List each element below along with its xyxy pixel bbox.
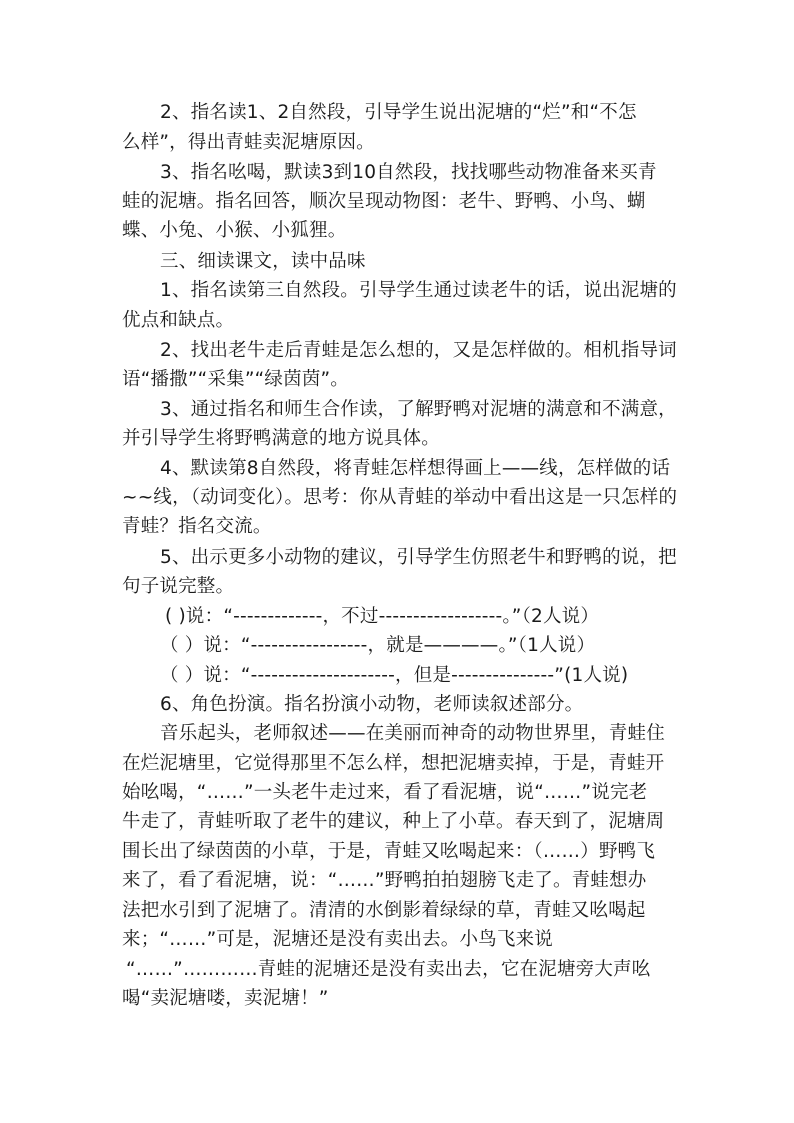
text-line-14: ~~线，（动词变化）。思考：你从青蛙的举动中看出这是一只怎样的 (122, 487, 678, 508)
text-line-8: 优点和缺点。 (122, 310, 235, 331)
text-line-3: 3、指名吆喝，默读3到10自然段，找找哪些动物准备来买青 (160, 162, 657, 183)
text-line-23: 在烂泥塘里，它觉得那里不怎么样，想把泥塘卖掉，于是，青蛙开 (122, 753, 665, 774)
text-line-15: 青蛙？指名交流。 (122, 516, 272, 537)
text-line-1: 2、指名读1、2自然段，引导学生说出泥塘的“烂”和“不怎 (160, 102, 637, 123)
text-line-10: 语“播撒”“采集”“绿茵茵”。 (122, 369, 350, 390)
text-line-7: 1、指名读第三自然段。引导学生通过读老牛的话，说出泥塘的 (160, 280, 677, 301)
text-line-17: 句子说完整。 (122, 576, 235, 597)
text-line-29: 来；“……”可是，泥塘还是没有卖出去。小鸟飞来说 (122, 929, 553, 950)
text-line-2: 么样”，得出青蛙卖泥塘原因。 (122, 132, 375, 153)
text-line-5: 蝶、小兔、小猴、小狐狸。 (122, 220, 347, 241)
text-line-27: 来了，看了看泥塘，说：“……”野鸭拍拍翅膀飞走了。青蛙想办 (122, 870, 647, 891)
text-line-12: 并引导学生将野鸭满意的地方说具体。 (122, 428, 440, 449)
text-line-24: 始吆喝，“……”一头老牛走过来，看了看泥塘，说“……”说完老 (122, 782, 648, 803)
text-line-30: “……”…………青蛙的泥塘还是没有卖出去，它在泥塘旁大声吆 (126, 959, 651, 980)
text-line-13: 4、默读第8自然段，将青蛙怎样想得画上——线，怎样做的话 (160, 458, 671, 479)
section-heading: 三、细读课文，读中品味 (160, 251, 366, 272)
text-line-31: 喝“卖泥塘喽，卖泥塘！” (122, 988, 329, 1009)
text-line-28: 法把水引到了泥塘了。清清的水倒影着绿绿的草，青蛙又吆喝起 (122, 900, 646, 921)
fill-blank-line-2: （ ）说：“-----------------，就是————。”（1人说） (160, 635, 596, 656)
text-line-11: 3、通过指名和师生合作读，了解野鸭对泥塘的满意和不满意， (160, 399, 677, 420)
text-line-4: 蛙的泥塘。指名回答，顺次呈现动物图：老牛、野鸭、小鸟、蝴 (122, 191, 646, 212)
text-line-21: 6、角色扮演。指名扮演小动物，老师读叙述部分。 (160, 694, 584, 715)
text-line-25: 牛走了，青蛙听取了老牛的建议，种上了小草。春天到了，泥塘周 (122, 811, 665, 832)
text-line-16: 5、出示更多小动物的建议，引导学生仿照老牛和野鸭的说，把 (160, 547, 677, 568)
text-line-26: 围长出了绿茵茵的小草，于是，青蛙又吆喝起来：（……）野鸭飞 (122, 841, 656, 862)
text-line-22: 音乐起头，老师叙述——在美丽而神奇的动物世界里，青蛙住 (160, 723, 665, 744)
text-line-9: 2、找出老牛走后青蛙是怎么想的，又是怎样做的。相机指导词 (160, 340, 677, 361)
fill-blank-line-1: ( )说：“-------------，不过------------------。”（2人说） (165, 606, 600, 627)
fill-blank-line-3: （ ）说：“---------------------，但是---------------”(1人说) (160, 665, 629, 686)
